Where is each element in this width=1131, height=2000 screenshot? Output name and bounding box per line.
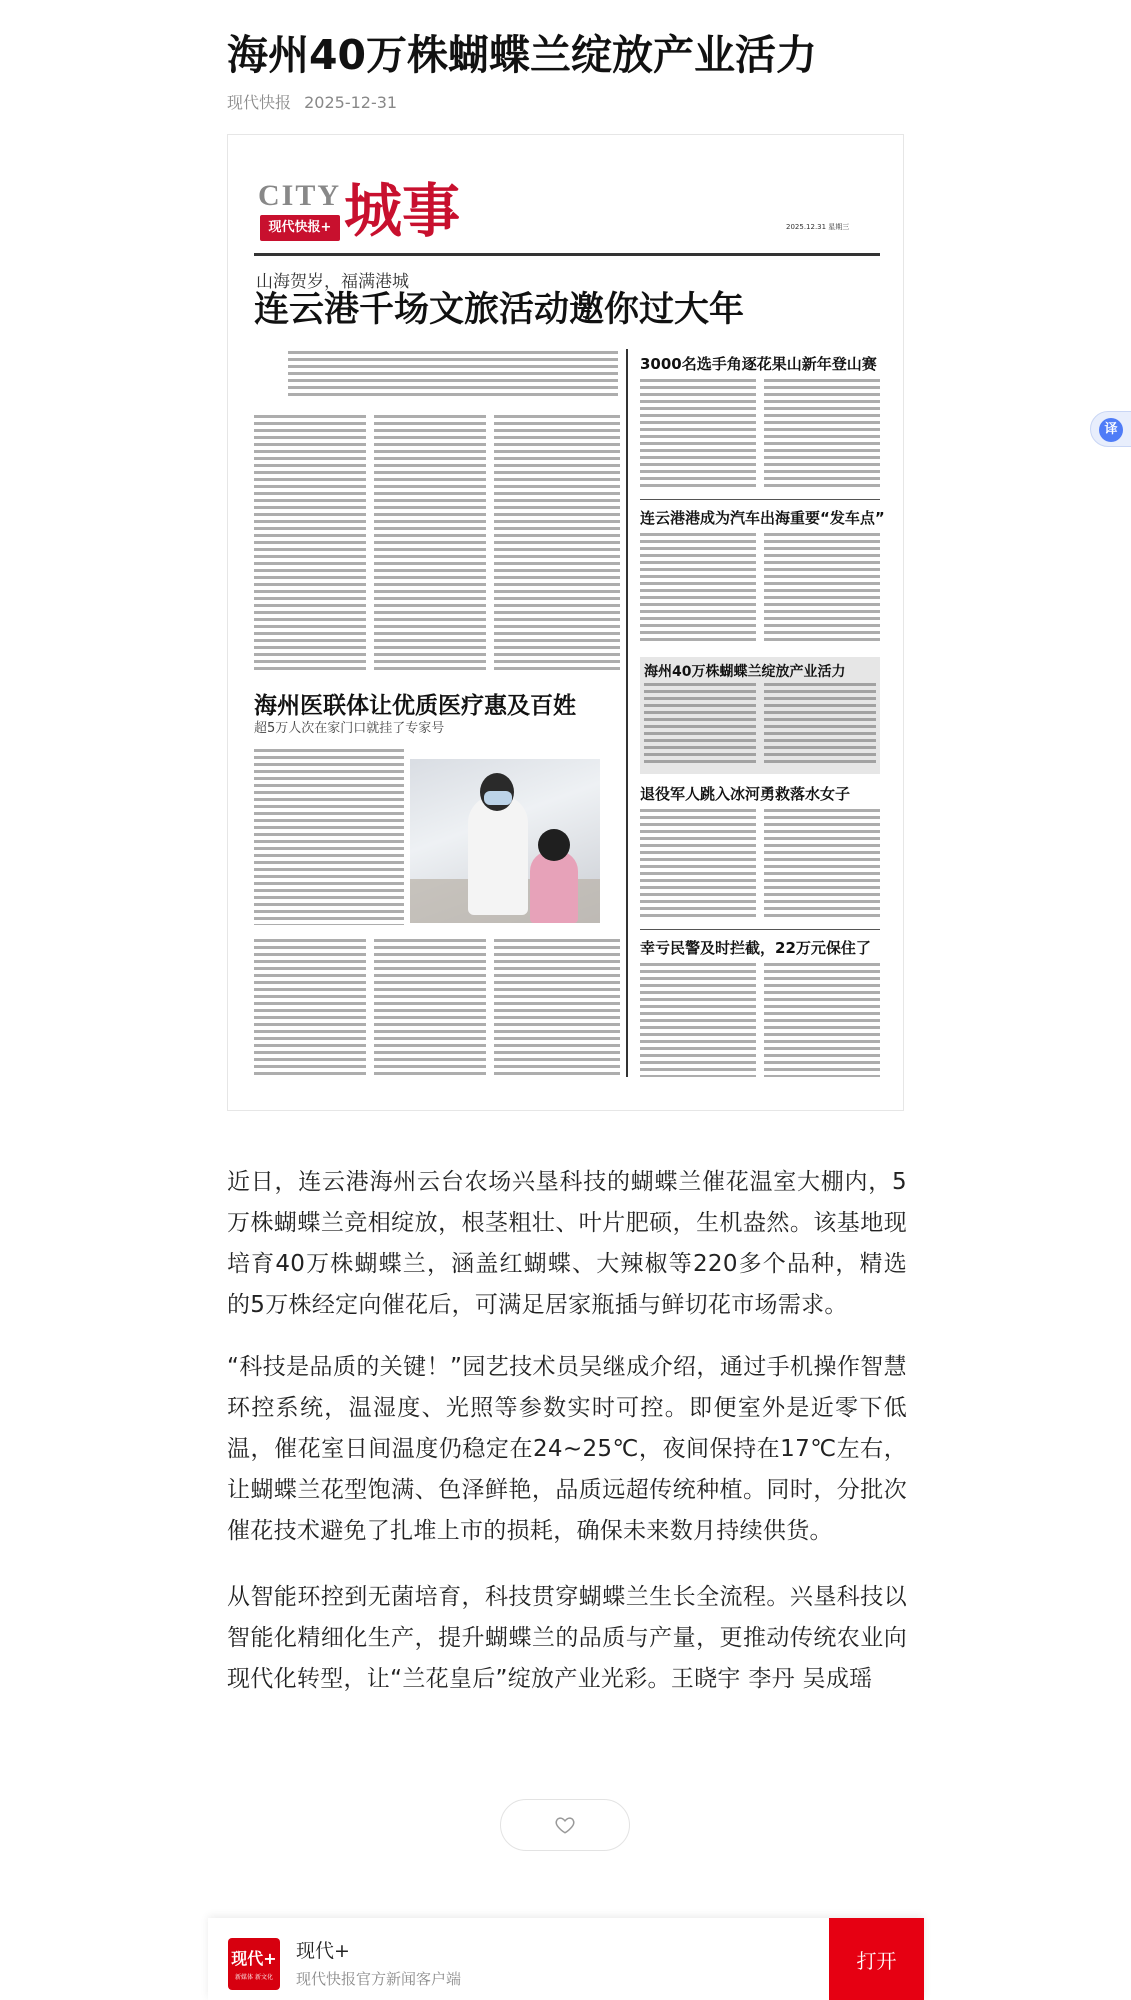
newspaper-side-story-1: 3000名选手角逐花果山新年登山赛 xyxy=(640,355,877,373)
newspaper-divider xyxy=(640,499,880,500)
newspaper-divider xyxy=(640,929,880,930)
newspaper-headline: 连云港千场文旅活动邀你过大年 xyxy=(254,290,745,330)
newspaper-page xyxy=(254,169,885,1082)
app-description: 现代快报官方新闻客户端 xyxy=(296,1970,462,1988)
app-logo-subtext: 新媒体 新文化 xyxy=(235,1974,273,1981)
newspaper-side-story-4: 退役军人跳入冰河勇救落水女子 xyxy=(640,785,851,803)
translate-button[interactable] xyxy=(1090,411,1131,447)
newspaper-lead-text xyxy=(288,351,618,399)
newspaper-text-column xyxy=(374,415,486,671)
newspaper-text-column xyxy=(640,809,756,921)
article-paragraph: 从智能环控到无菌培育，科技贯穿蝴蝶兰生长全流程。兴垦科技以智能化精细化生产，提升蝴蝶兰的品质与产量，更推动传统农业向现代化转型，让“兰花皇后”绽放产业光彩。王晓宇 李丹 吴成瑶 xyxy=(227,1584,907,1692)
newspaper-text-column xyxy=(254,749,404,925)
app-name: 现代+ xyxy=(296,1940,350,1962)
newspaper-masthead-rule xyxy=(254,253,880,256)
newspaper-side-story-3: 海州40万株蝴蝶兰绽放产业活力 xyxy=(644,664,846,680)
like-button[interactable] xyxy=(500,1799,630,1851)
article-paragraph: “科技是品质的关键！”园艺技术员吴继成介绍，通过手机操作智慧环控系统，温湿度、光照等参数实时可控。即便室外是近零下低温，催花室日间温度仍稳定在24~25℃，夜间保持在17℃左右，让蝴蝶兰花型饱满、色泽鲜艳，品质远超传统种植。同时，分批次催花技术避免了扎堆上市的损耗，确保未来数月持续供货。 xyxy=(227,1354,907,1544)
newspaper-side-story-2: 连云港港成为汽车出海重要“发车点” xyxy=(640,509,885,527)
heart-icon xyxy=(554,1814,576,1836)
newspaper-column-divider xyxy=(626,349,628,1077)
newspaper-text-column xyxy=(254,939,366,1077)
app-logo xyxy=(228,1938,280,1990)
newspaper-text-column xyxy=(764,533,880,645)
newspaper-text-column xyxy=(764,379,880,491)
newspaper-story-2-subtitle: 超5万人次在家门口就挂了专家号 xyxy=(254,721,445,736)
newspaper-text-column xyxy=(640,963,756,1077)
newspaper-text-column xyxy=(644,683,756,767)
article-title: 海州40万株蝴蝶兰绽放产业活力 xyxy=(227,31,818,79)
newspaper-text-column xyxy=(640,533,756,645)
app-logo-text: 现代+ xyxy=(231,1949,277,1968)
newspaper-side-story-5: 幸亏民警及时拦截，22万元保住了 xyxy=(640,939,871,957)
newspaper-section-cn: 城事 xyxy=(344,177,461,245)
newspaper-photo xyxy=(410,759,600,923)
newspaper-issue-date: 2025.12.31 星期三 xyxy=(786,223,850,231)
newspaper-text-column xyxy=(494,939,620,1077)
newspaper-page-image[interactable] xyxy=(227,134,904,1111)
newspaper-text-column xyxy=(640,379,756,491)
newspaper-text-column xyxy=(764,809,880,921)
app-download-banner xyxy=(208,1918,924,2000)
newspaper-kicker: 山海贺岁，福满港城 xyxy=(256,272,409,292)
newspaper-section-en: CITY xyxy=(258,179,342,212)
article-paragraph: 近日，连云港海州云台农场兴垦科技的蝴蝶兰催花温室大棚内，5万株蝴蝶兰竞相绽放，根茎粗壮、叶片肥硕，生机盎然。该基地现培育40万株蝴蝶兰，涵盖红蝴蝶、大辣椒等220多个品种，精选的5万株经定向催花后，可满足居家瓶插与鲜切花市场需求。 xyxy=(227,1169,907,1318)
newspaper-text-column xyxy=(374,939,486,1077)
newspaper-text-column xyxy=(494,415,620,671)
newspaper-story-2-title: 海州医联体让优质医疗惠及百姓 xyxy=(254,693,576,719)
translate-icon: 译 xyxy=(1099,418,1123,442)
article-source[interactable]: 现代快报 xyxy=(227,93,292,112)
newspaper-text-column xyxy=(254,415,366,671)
article-meta xyxy=(227,90,405,113)
article-date: 2025-12-31 xyxy=(304,93,398,112)
open-app-button[interactable]: 打开 xyxy=(829,1918,924,2000)
newspaper-brand: 现代快报+ xyxy=(260,215,340,241)
newspaper-text-column xyxy=(764,963,880,1077)
newspaper-text-column xyxy=(764,683,876,767)
